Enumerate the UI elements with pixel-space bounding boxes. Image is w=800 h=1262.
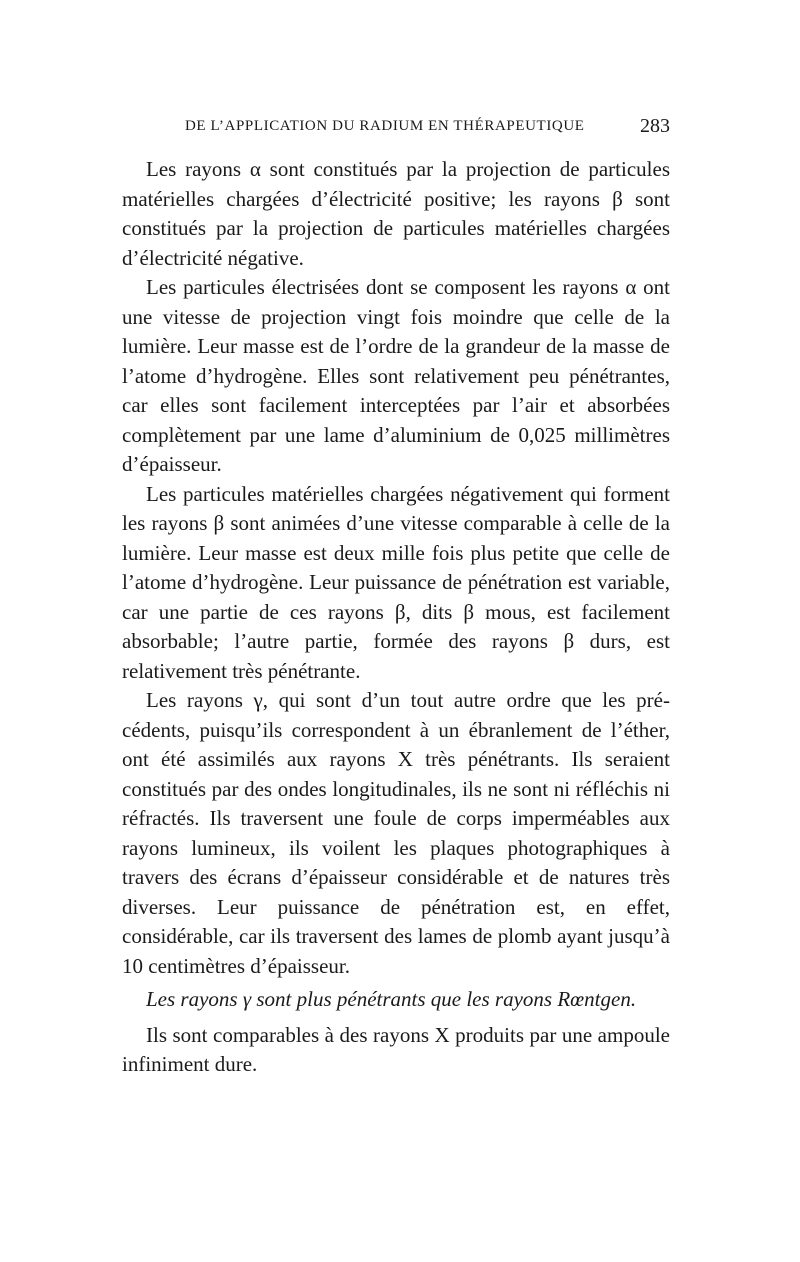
running-head <box>185 115 670 140</box>
paragraph-gamma-rays: Les rayons γ, qui sont d’un tout autre ordre que les précédents, puisqu’ils correspondent à un ébranlement de l’éther, ont été assimilés aux rayons X très pénétrants. Ils seraient constitués par des ondes longitudinales, ils ne sont ni réfléchis ni réfractés. Ils traversent une foule de corps imperméables aux rayons lumineux, ils voilent les plaques photographiques à travers des écrans d’épaisseur considérable et de natures très diverses. Leur puissance de pénétration est, en effet, considérable, car ils traversent des lames de plomb ayant jusqu’à 10 centimètres d’épaisseur. <box>122 688 670 978</box>
page-number: 283 <box>640 115 670 137</box>
running-title: DE L’APPLICATION DU RADIUM EN THÉRAPEUTIQUE <box>185 118 585 134</box>
paragraph-alpha-beta-rays: Les rayons α sont constitués par la projection de particules matérielles chargées d’électricité positive; les rayons β sont constitués par la projection de particules matérielles chargées d’électricité négative. <box>122 157 670 270</box>
paragraph-final: Ils sont comparables à des rayons X produits par une ampoule infiniment dure. <box>122 1022 670 1076</box>
paragraph-beta-particles: Les particules matérielles chargées négativement qui forment les rayons β sont animées d’une vitesse comparable à celle de la lumière. Leur masse est deux mille fois plus petite que celle de l’atome d’hydrogène. Leur puissance de pénétration est variable, car une partie de ces rayons β, dits β mous, est facilement absorbable; l’autre partie, formée des rayons β durs, est relativement très pénétrante. <box>122 481 670 683</box>
italic-statement: Les rayons γ sont plus pénétrants que les rayons Rœntgen. <box>146 987 637 1011</box>
body-text <box>122 155 670 1080</box>
paragraph-alpha-particles: Les particules électrisées dont se composent les rayons α ont une vitesse de projection vingt fois moindre que celle de la lumière. Leur masse est de l’ordre de la grandeur de la masse de l’atome d’hydrogène. Elles sont relativement peu pénétrantes, car elles sont facilement interceptées par l’air et absorbées complètement par une lame d’aluminium de 0,025 millimètres d’épaisseur. <box>122 275 670 476</box>
